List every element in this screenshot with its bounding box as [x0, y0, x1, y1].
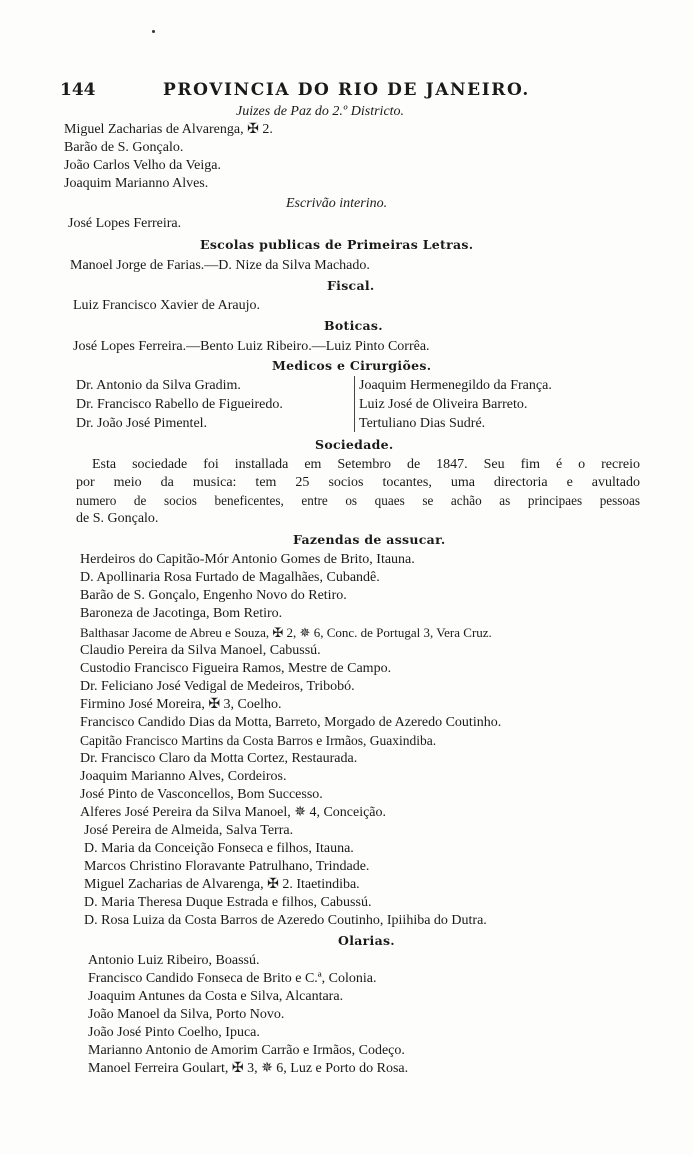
- list-item: Dr. Francisco Rabello de Figueiredo.: [76, 397, 283, 412]
- list-item: Joaquim Marianno Alves.: [64, 176, 209, 191]
- list-item: Claudio Pereira da Silva Manoel, Cabussú.: [80, 643, 321, 658]
- section-heading-fazendas: Fazendas de assucar.: [293, 532, 446, 547]
- list-item: José Pinto de Vasconcellos, Bom Successo.: [80, 787, 323, 802]
- list-item: João Carlos Velho da Veiga.: [64, 158, 221, 173]
- section-heading-boticas: Boticas.: [324, 318, 383, 333]
- paragraph-line: por meio da musica: tem 25 socios tocantes, uma directoria e avultado: [76, 475, 640, 490]
- paragraph-line: de S. Gonçalo.: [76, 511, 159, 526]
- list-item: Dr. João José Pimentel.: [76, 416, 208, 431]
- list-item: Dr. Francisco Claro da Motta Cortez, Restaurada.: [80, 751, 358, 766]
- list-item: Dr. Feliciano José Vedigal de Medeiros, Tribobó.: [80, 679, 355, 694]
- section-heading-juizes: Juizes de Paz do 2.º Districto.: [236, 104, 405, 119]
- list-item: D. Apollinaria Rosa Furtado de Magalhães, Cubandê.: [80, 570, 380, 585]
- list-item: Capitão Francisco Martins da Costa Barros e Irmãos, Guaxindiba.: [80, 733, 437, 748]
- page-number: 144: [60, 80, 96, 100]
- list-item: Luiz Francisco Xavier de Araujo.: [73, 298, 260, 313]
- list-item: Herdeiros do Capitão-Mór Antonio Gomes de Brito, Itauna.: [80, 552, 415, 567]
- list-item: Tertuliano Dias Sudré.: [359, 416, 486, 431]
- page-header: [60, 80, 640, 104]
- section-heading-escrivao: Escrivão interino.: [286, 196, 388, 211]
- list-item: Manoel Jorge de Farias.—D. Nize da Silva Machado.: [70, 258, 370, 273]
- paragraph-line: numero de socios beneficentes, entre os quaes se achão as principaes pessoas: [76, 493, 640, 508]
- list-item: D. Maria Theresa Duque Estrada e filhos, Cabussú.: [84, 895, 372, 910]
- list-item: D. Maria da Conceição Fonseca e filhos, Itauna.: [84, 841, 354, 856]
- list-item: Joaquim Marianno Alves, Cordeiros.: [80, 769, 287, 784]
- list-item: Miguel Zacharias de Alvarenga, ✠ 2.: [64, 122, 273, 137]
- section-heading-fiscal: Fiscal.: [327, 278, 375, 293]
- list-item: Miguel Zacharias de Alvarenga, ✠ 2. Itaetindiba.: [84, 877, 360, 892]
- section-heading-escolas: Escolas publicas de Primeiras Letras.: [200, 237, 474, 252]
- list-item: Joaquim Hermenegildo da França.: [359, 378, 552, 393]
- list-item: Barão de S. Gonçalo.: [64, 140, 184, 155]
- list-item: Francisco Candido Dias da Motta, Barreto, Morgado de Azeredo Coutinho.: [80, 715, 502, 730]
- list-item: Barão de S. Gonçalo, Engenho Novo do Retiro.: [80, 588, 347, 603]
- list-item: João Manoel da Silva, Porto Novo.: [88, 1007, 285, 1022]
- ink-speck: [152, 30, 155, 33]
- column-divider: [354, 376, 355, 432]
- section-heading-medicos: Medicos e Cirurgiões.: [272, 358, 432, 373]
- paragraph-line: Esta sociedade foi installada em Setembro de 1847. Seu fim é o recreio: [92, 457, 640, 472]
- list-item: José Pereira de Almeida, Salva Terra.: [84, 823, 294, 838]
- list-item: Alferes José Pereira da Silva Manoel, ✵ 4, Conceição.: [80, 805, 387, 820]
- list-item: Manoel Ferreira Goulart, ✠ 3, ✵ 6, Luz e Porto do Rosa.: [88, 1061, 409, 1076]
- list-item: Firmino José Moreira, ✠ 3, Coelho.: [80, 697, 282, 712]
- list-item: Francisco Candido Fonseca de Brito e C.ª, Colonia.: [88, 971, 377, 986]
- list-item: José Lopes Ferreira.: [68, 216, 182, 231]
- list-item: Antonio Luiz Ribeiro, Boassú.: [88, 953, 260, 968]
- list-item: Dr. Antonio da Silva Gradim.: [76, 378, 241, 393]
- page-title: PROVINCIA DO RIO DE JANEIRO.: [163, 80, 530, 100]
- list-item: Baroneza de Jacotinga, Bom Retiro.: [80, 606, 283, 621]
- list-item: Joaquim Antunes da Costa e Silva, Alcantara.: [88, 989, 344, 1004]
- section-heading-olarias: Olarias.: [338, 933, 395, 948]
- list-item: Balthasar Jacome de Abreu e Souza, ✠ 2, ✵ 6, Conc. de Portugal 3, Vera Cruz.: [80, 625, 492, 640]
- list-item: Custodio Francisco Figueira Ramos, Mestre de Campo.: [80, 661, 392, 676]
- list-item: D. Rosa Luiza da Costa Barros de Azeredo Coutinho, Ipiihiba do Dutra.: [84, 913, 487, 928]
- list-item: Marcos Christino Floravante Patrulhano, Trindade.: [84, 859, 370, 874]
- list-item: Marianno Antonio de Amorim Carrão e Irmãos, Codeço.: [88, 1043, 405, 1058]
- list-item: Luiz José de Oliveira Barreto.: [359, 397, 528, 412]
- section-heading-sociedade: Sociedade.: [315, 437, 394, 452]
- list-item: João José Pinto Coelho, Ipuca.: [88, 1025, 260, 1040]
- list-item: José Lopes Ferreira.—Bento Luiz Ribeiro.—Luiz Pinto Corrêa.: [73, 339, 430, 354]
